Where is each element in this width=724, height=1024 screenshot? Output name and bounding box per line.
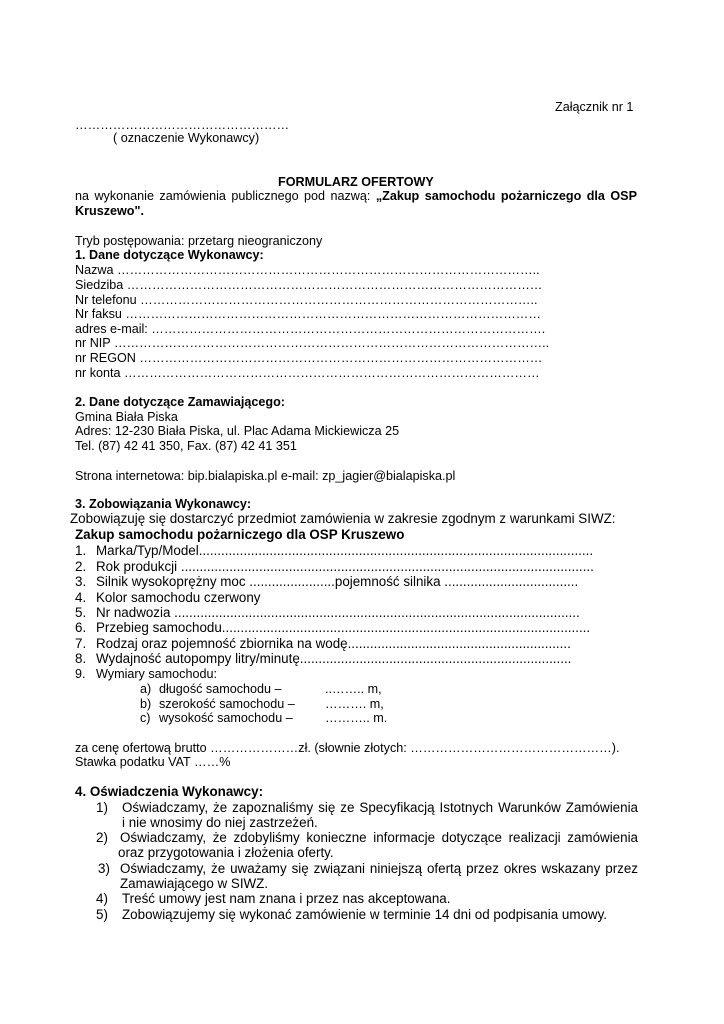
obligations-heading: 3. Zobowiązania Wykonawcy: [75,497,252,511]
ordering-party-heading: 2. Dane dotyczące Zamawiającego: [75,395,285,409]
item-number: 6. [75,620,87,635]
item-text: Rok produkcji ............................................................................................................... [96,559,594,574]
vat-line: Stawka podatku VAT ……% [75,755,231,769]
price-line: za cenę ofertową brutto …………………zł. (słownie złotych: …………………………………………). [75,741,620,755]
intro-prefix: na wykonanie zamówienia publicznego pod nazwą: [75,189,376,203]
declaration-line1: Zobowiązujemy się wykonać zamówienie w terminie 14 dni od podpisania umowy. [122,907,608,922]
declaration-line1: Oświadczamy, że zdobyliśmy konieczne informacje dotyczące realizacji zamówienia [120,830,638,845]
declaration-line2: Zamawiającego w SIWZ. [120,876,269,891]
dimension-label: długość samochodu – [159,682,282,696]
item-text: Kolor samochodu czerwony [96,590,261,605]
item-number: 9. [75,667,86,681]
dimension-label: szerokość samochodu – [159,697,295,711]
declaration-number: 1) [96,800,108,815]
contractor-field-name: Nazwa ……………………………………………………………………………………….. [75,263,540,277]
ordering-party-web: Strona internetowa: bip.bialapiska.pl e-mail: zp_jagier@bialapiska.pl [75,469,456,483]
contractor-field-seat: Siedziba ……………………………………………………………………………………… [75,278,543,292]
obligations-subject: Zakup samochodu pożarniczego dla OSP Kruszewo [75,527,405,542]
declarations-heading: 4. Oświadczenia Wykonawcy: [75,784,264,799]
item-number: 8. [75,651,87,666]
intro-bold-line2: Kruszewo". [75,204,144,218]
dimension-label: wysokość samochodu – [159,711,293,725]
item-text: Nr nadwozia ............................................................................................................. [96,605,580,620]
dimension-number: a) [140,682,152,696]
attachment-label: Załącznik nr 1 [555,100,634,114]
ordering-party-name: Gmina Biała Piska [75,410,178,424]
declaration-number: 3) [98,861,110,876]
item-number: 1. [75,543,87,558]
dimension-value: ………. m, [325,697,384,711]
declaration-number: 5) [96,907,108,922]
contractor-label: ( oznaczenie Wykonawcy) [113,131,260,145]
contractor-field-fax: Nr faksu ……………………………………………………………………………………… [75,307,541,321]
item-number: 4. [75,590,87,605]
intro-line [75,189,637,204]
item-text: Przebieg samochodu................................................................................................... [96,620,591,635]
declaration-line1: Treść umowy jest nam znana i przez nas akceptowana. [122,891,451,906]
ordering-party-phone: Tel. (87) 42 41 350, Fax. (87) 42 41 351 [75,439,297,453]
contractor-heading: 1. Dane dotyczące Wykonawcy: [75,248,264,262]
declaration-number: 2) [96,830,108,845]
declaration-line2: i nie wnosimy do niej zastrzeżeń. [122,815,318,830]
item-number: 7. [75,636,87,651]
item-text: Rodzaj oraz pojemność zbiornika na wodę............................................................ [96,636,571,651]
form-title: FORMULARZ OFERTOWY [278,175,434,189]
intro-bold: „Zakup samochodu pożarniczego dla OSP [375,189,637,203]
contractor-field-nip: nr NIP ………………………………………………………………………………………….. [75,336,550,350]
item-text: Wydajność autopompy litry/minutę......................................................................... [96,651,572,666]
contractor-field-account: nr konta ……………………………………………………………………………………… [75,366,540,380]
dimension-number: b) [140,697,152,711]
item-number: 3. [75,574,87,589]
contractor-field-email: adres e-mail: …………………………………………………………………………………. [75,322,546,336]
dimension-value: ..…….. m, [325,682,382,696]
dimension-item [140,682,382,697]
ordering-party-address: Adres: 12-230 Biała Piska, ul. Plac Adama Mickiewicza 25 [75,424,400,438]
item-text: Marka/Typ/Model.......................................................................................................... [96,543,594,558]
declaration-line1: Oświadczamy, że uważamy się związani niniejszą ofertą przez okres wskazany przez [120,861,638,876]
dimension-item [140,711,388,726]
dimension-item [140,697,384,712]
dimension-number: c) [140,711,151,725]
item-text: Wymiary samochodu: [96,667,217,681]
contractor-field-regon: nr REGON …………………………………………………………………………………… [75,351,543,365]
declaration-line2: oraz przygotowania i złożenia oferty. [118,845,334,860]
declaration-line1: Oświadczamy, że zapoznaliśmy się ze Specyfikacją Istotnych Warunków Zamówienia [122,800,638,815]
dimension-value: ……….. m. [325,711,388,725]
item-text: Silnik wysokoprężny moc .......................pojemność silnika .................................... [96,574,579,589]
obligations-intro: Zobowiązuję się dostarczyć przedmiot zamówienia w zakresie zgodnym z warunkami SIWZ: [70,511,616,526]
contractor-dots: …………………………………………… [75,118,290,132]
declaration-number: 4) [96,891,108,906]
procedure-type: Tryb postępowania: przetarg nieograniczony [75,234,323,248]
item-number: 2. [75,559,87,574]
item-number: 5. [75,605,87,620]
contractor-field-phone: Nr telefonu ………………………………………………………………………………….. [75,293,538,307]
